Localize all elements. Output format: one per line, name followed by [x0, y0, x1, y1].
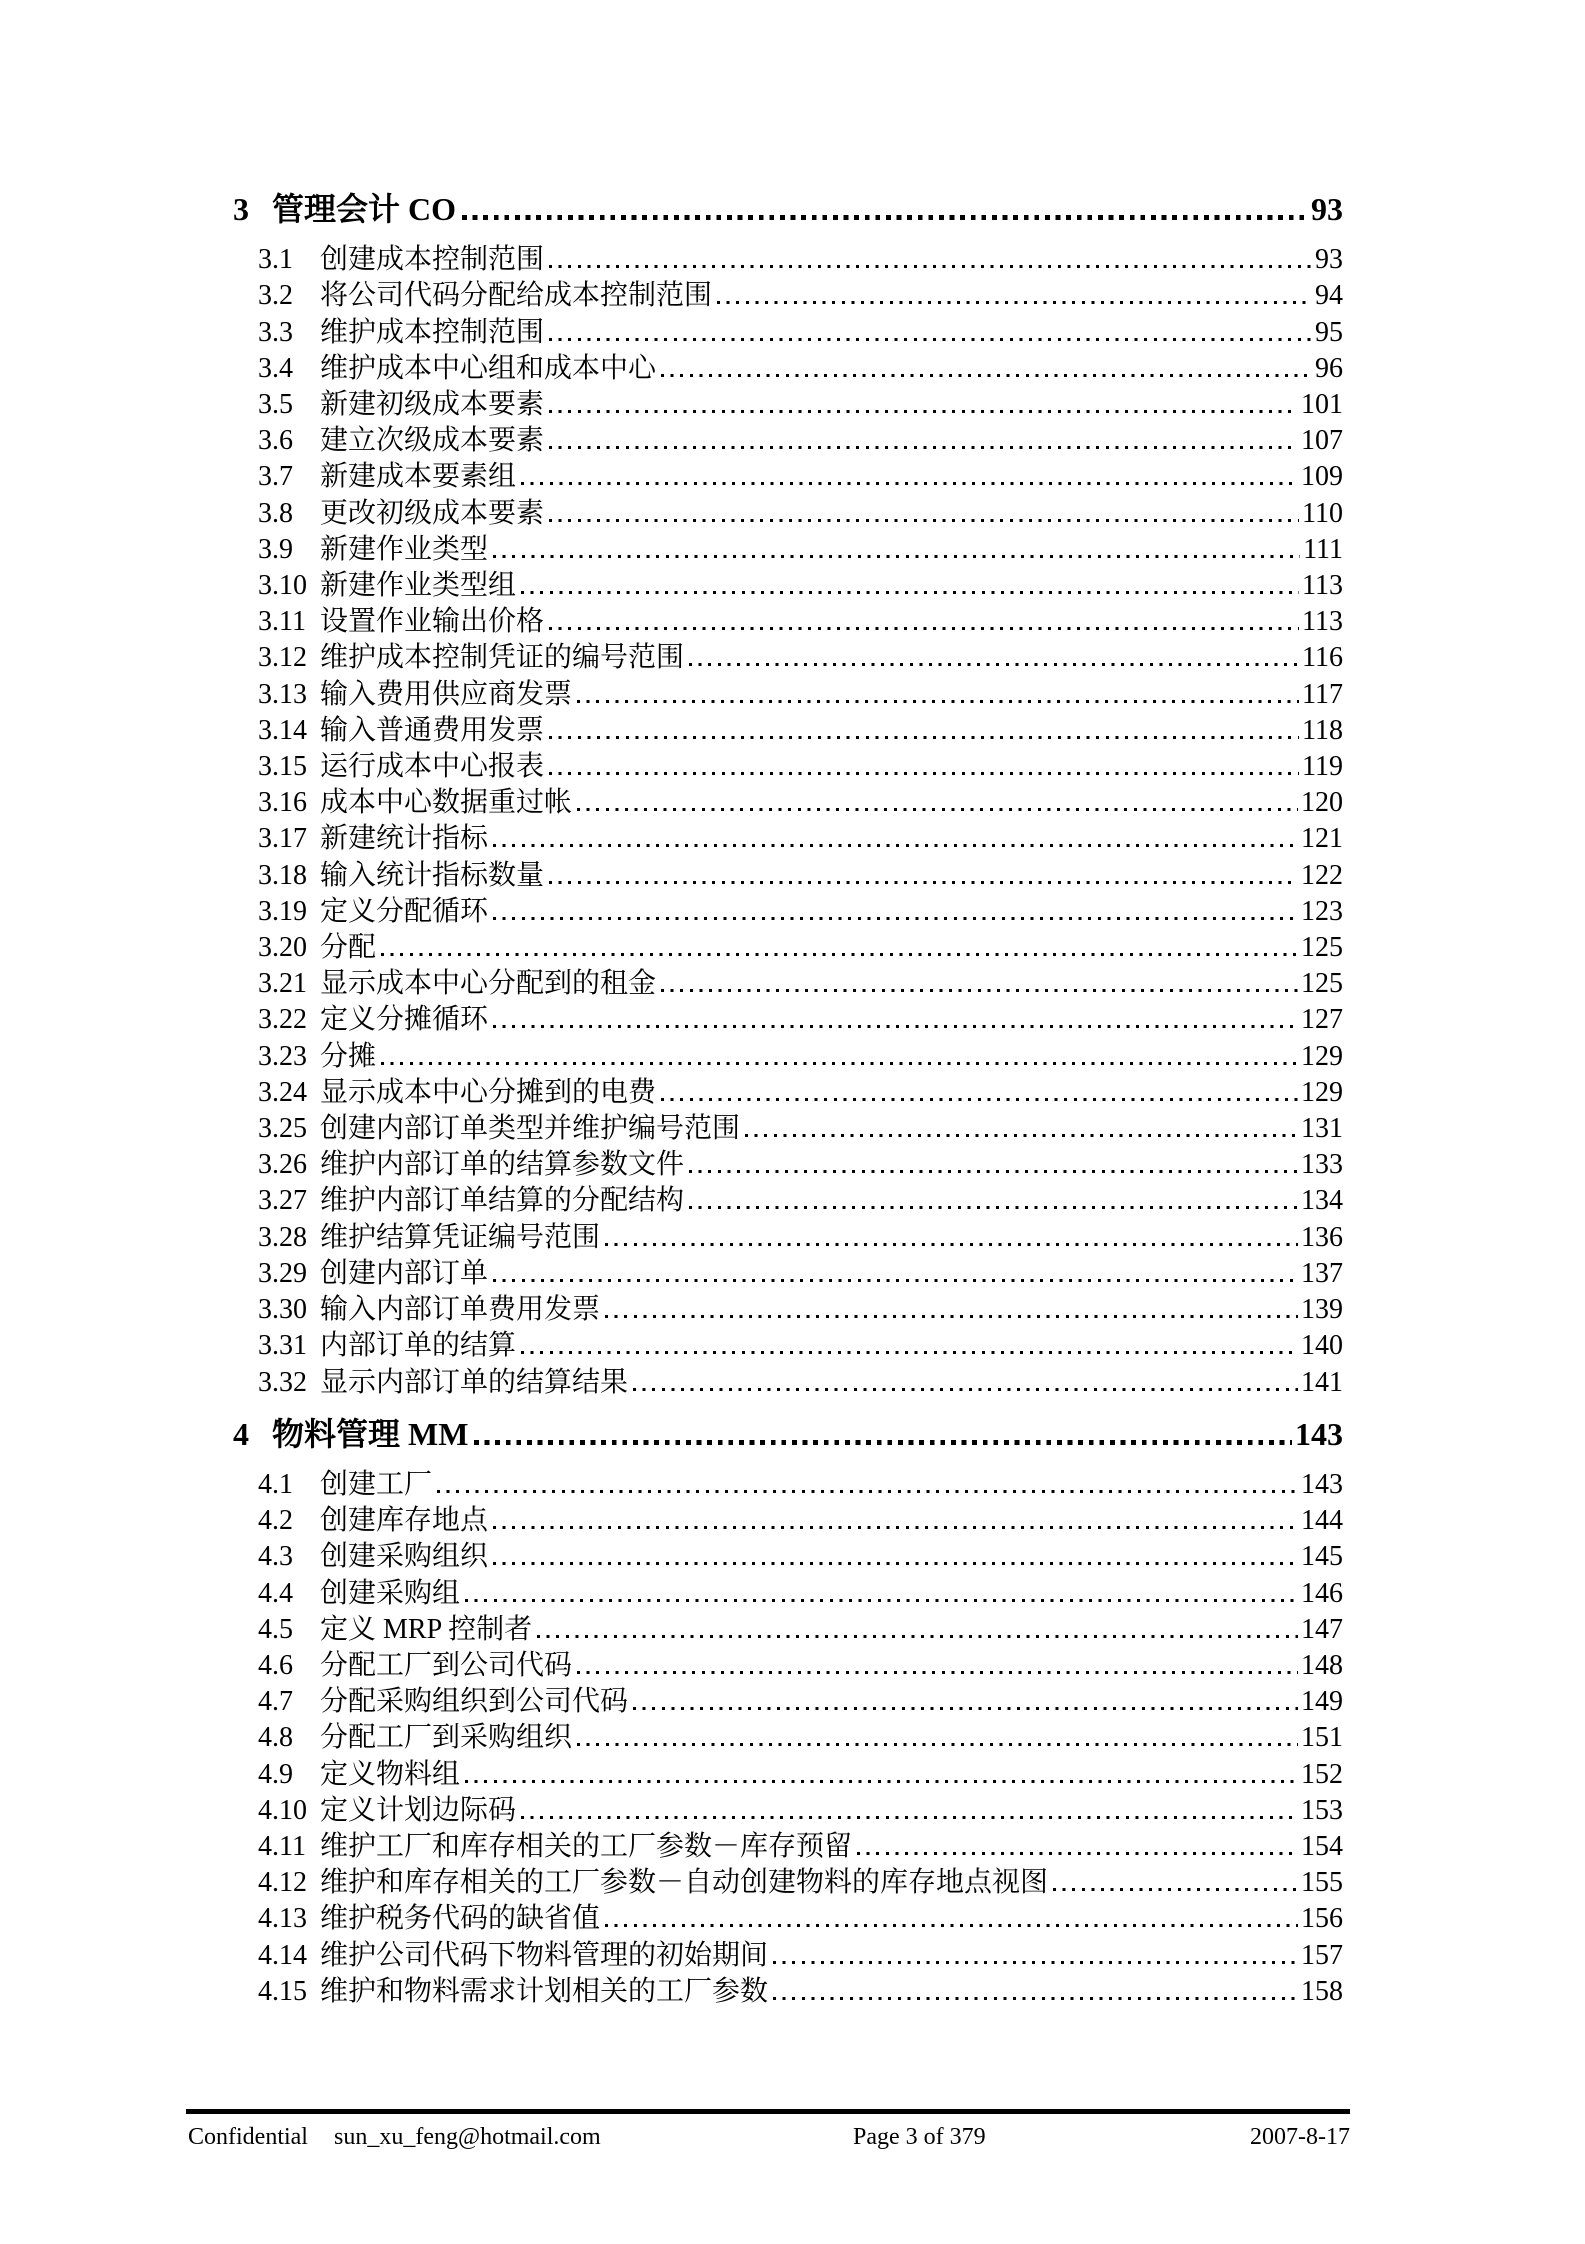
toc-entry-page: 123	[1301, 895, 1343, 927]
toc-entry-number: 3.4	[258, 352, 293, 384]
toc-entry-number: 4.1	[258, 1468, 293, 1500]
toc-entry-page: 141	[1301, 1366, 1343, 1398]
toc-dot-leader	[493, 917, 1298, 920]
toc-entry[interactable]	[233, 1865, 1343, 1901]
toc-entry-number: 3	[233, 191, 249, 227]
toc-entry-page: 107	[1301, 425, 1343, 457]
toc-dot-leader	[605, 1315, 1298, 1318]
toc-dot-leader	[549, 410, 1298, 413]
toc-entry[interactable]	[233, 1328, 1343, 1364]
toc-entry-title: 新建初级成本要素	[320, 389, 545, 421]
toc-entry[interactable]	[233, 1974, 1343, 2010]
toc-dot-leader	[521, 1351, 1298, 1354]
toc-entry-title: 创建采购组	[320, 1577, 461, 1609]
toc-entry-number: 3.21	[258, 968, 307, 1000]
toc-entry-title: 输入普通费用发票	[320, 714, 545, 746]
toc-entry-number: 3.17	[258, 823, 307, 855]
toc-entry-page: 96	[1315, 352, 1343, 384]
toc-entry-number: 3.10	[258, 570, 307, 602]
toc-entry-title: 创建工厂	[320, 1468, 433, 1500]
toc-entry[interactable]	[233, 821, 1343, 857]
toc-entry-number: 3.18	[258, 859, 307, 891]
toc-entry-title: 定义计划边际码	[320, 1794, 517, 1826]
toc-entry-title: 定义分配循环	[320, 895, 489, 927]
toc-entry-title: 创建采购组织	[320, 1541, 489, 1573]
toc-entry[interactable]	[233, 1938, 1343, 1974]
toc-entry-page: 148	[1301, 1649, 1343, 1681]
toc-entry-title: 创建库存地点	[320, 1505, 489, 1537]
toc-entry-number: 3.29	[258, 1257, 307, 1289]
toc-entry-page: 116	[1302, 642, 1343, 674]
toc-dot-leader	[521, 591, 1299, 594]
toc-entry-title: 分配工厂到采购组织	[320, 1722, 573, 1754]
toc-entry-title: 分配采购组织到公司代码	[320, 1686, 629, 1718]
footer-divider	[186, 2109, 1350, 2114]
toc-entry-page: 129	[1301, 1040, 1343, 1072]
toc-dot-leader	[465, 1599, 1298, 1602]
toc-dot-leader	[465, 1780, 1298, 1783]
toc-entry[interactable]	[233, 1111, 1343, 1147]
toc-dot-leader	[462, 215, 1308, 220]
toc-entry[interactable]	[233, 1220, 1343, 1256]
toc-entry-number: 3.30	[258, 1294, 307, 1326]
toc-entry[interactable]	[233, 930, 1343, 966]
toc-dot-leader	[549, 772, 1299, 775]
toc-dot-leader	[381, 953, 1298, 956]
toc-dot-leader	[1053, 1888, 1298, 1891]
toc-entry[interactable]	[233, 1684, 1343, 1720]
toc-entry-number: 4.12	[258, 1867, 307, 1899]
toc-entry[interactable]	[233, 1793, 1343, 1829]
toc-dot-leader	[474, 1440, 1292, 1445]
toc-dot-leader	[717, 301, 1312, 304]
toc-entry[interactable]	[233, 459, 1343, 495]
toc-entry-title: 显示内部订单的结算结果	[320, 1366, 629, 1398]
toc-entry-title: 分摊	[320, 1040, 377, 1072]
toc-entry-page: 93	[1311, 191, 1343, 227]
toc-entry[interactable]	[233, 604, 1343, 640]
toc-entry-page: 122	[1301, 859, 1343, 891]
toc-entry-page: 119	[1302, 751, 1343, 783]
toc-entry-title: 管理会计 CO	[272, 191, 457, 227]
toc-dot-leader	[857, 1852, 1298, 1855]
toc-entry-page: 95	[1315, 316, 1343, 348]
toc-entry-number: 4.10	[258, 1794, 307, 1826]
toc-dot-leader	[689, 1170, 1298, 1173]
toc-entry-number: 3.1	[258, 244, 293, 276]
toc-entry-title: 输入统计指标数量	[320, 859, 545, 891]
toc-entry[interactable]	[233, 1365, 1343, 1401]
toc-entry-number: 4.8	[258, 1722, 293, 1754]
toc-entry-number: 3.6	[258, 425, 293, 457]
toc-entry-page: 136	[1301, 1221, 1343, 1253]
toc-dot-leader	[381, 1062, 1298, 1065]
toc-entry-page: 134	[1301, 1185, 1343, 1217]
toc-entry-title: 内部订单的结算	[320, 1330, 517, 1362]
toc-section-heading[interactable]	[233, 191, 1343, 227]
toc-entry-title: 新建成本要素组	[320, 461, 517, 493]
toc-entry-page: 125	[1301, 968, 1343, 1000]
toc-entry-page: 143	[1301, 1468, 1343, 1500]
toc-dot-leader	[437, 1490, 1298, 1493]
toc-entry-title: 创建内部订单类型并维护编号范围	[320, 1113, 741, 1145]
toc-dot-leader	[549, 736, 1299, 739]
toc-entry-number: 3.23	[258, 1040, 307, 1072]
toc-entry-title: 新建作业类型组	[320, 570, 517, 602]
toc-entry-page: 109	[1301, 461, 1343, 493]
toc-dot-leader	[521, 482, 1298, 485]
toc-entry-page: 146	[1301, 1577, 1343, 1609]
toc-entry-title: 物料管理 MM	[272, 1415, 469, 1452]
toc-entry-page: 145	[1301, 1541, 1343, 1573]
toc-entry-number: 3.31	[258, 1330, 307, 1362]
toc-entry-page: 149	[1301, 1686, 1343, 1718]
toc-dot-leader	[773, 1997, 1298, 2000]
toc-entry-number: 4	[233, 1415, 249, 1452]
toc-dot-leader	[549, 265, 1312, 268]
toc-entry-number: 3.8	[258, 497, 293, 529]
toc-entry[interactable]	[233, 496, 1343, 532]
toc-entry-title: 输入费用供应商发票	[320, 678, 573, 710]
toc-entry-page: 147	[1301, 1613, 1343, 1645]
toc-entry-page: 139	[1301, 1294, 1343, 1326]
footer-date: 2007-8-17	[1250, 2124, 1350, 2150]
toc-dot-leader	[577, 1743, 1298, 1746]
toc-entry-number: 3.5	[258, 389, 293, 421]
toc-entry-number: 4.13	[258, 1903, 307, 1935]
toc-entry-page: 117	[1302, 678, 1343, 710]
toc-entry-number: 4.4	[258, 1577, 293, 1609]
toc-dot-leader	[661, 1098, 1298, 1101]
toc-entry-title: 维护税务代码的缺省值	[320, 1903, 601, 1935]
toc-dot-leader	[549, 446, 1298, 449]
toc-entry[interactable]	[233, 242, 1343, 278]
toc-entry[interactable]	[233, 1901, 1343, 1937]
toc-entry-number: 3.19	[258, 895, 307, 927]
toc-entry-page: 127	[1301, 1004, 1343, 1036]
toc-entry-page: 120	[1301, 787, 1343, 819]
toc-entry[interactable]	[233, 785, 1343, 821]
toc-dot-leader	[549, 881, 1298, 884]
toc-entry-number: 4.7	[258, 1686, 293, 1718]
toc-entry-number: 3.3	[258, 316, 293, 348]
toc-entry-page: 118	[1302, 714, 1343, 746]
toc-dot-leader	[577, 1671, 1298, 1674]
toc-entry-title: 显示成本中心分配到的租金	[320, 968, 657, 1000]
toc-entry-title: 维护工厂和库存相关的工厂参数－库存预留	[320, 1830, 853, 1862]
toc-dot-leader	[577, 808, 1298, 811]
toc-dot-leader	[773, 1961, 1298, 1964]
toc-entry[interactable]	[233, 713, 1343, 749]
toc-entry-number: 3.27	[258, 1185, 307, 1217]
toc-entry-number: 3.25	[258, 1113, 307, 1145]
toc-entry[interactable]	[233, 1576, 1343, 1612]
toc-entry[interactable]	[233, 1757, 1343, 1793]
toc-dot-leader	[633, 1707, 1298, 1710]
toc-entry-number: 3.20	[258, 932, 307, 964]
toc-entry-page: 125	[1301, 932, 1343, 964]
toc-dot-leader	[493, 1526, 1298, 1529]
toc-dot-leader	[549, 338, 1312, 341]
toc-entry-number: 3.16	[258, 787, 307, 819]
toc-entry-title: 输入内部订单费用发票	[320, 1294, 601, 1326]
toc-entry-number: 3.13	[258, 678, 307, 710]
toc-entry[interactable]	[233, 568, 1343, 604]
toc-entry[interactable]	[233, 966, 1343, 1002]
toc-entry-number: 4.6	[258, 1649, 293, 1681]
toc-entry-number: 4.9	[258, 1758, 293, 1790]
toc-entry[interactable]	[233, 351, 1343, 387]
toc-entry[interactable]	[233, 1467, 1343, 1503]
toc-entry[interactable]	[233, 1039, 1343, 1075]
toc-entry-title: 显示成本中心分摊到的电费	[320, 1076, 657, 1108]
toc-entry-number: 4.5	[258, 1613, 293, 1645]
toc-entry-page: 101	[1301, 389, 1343, 421]
toc-entry-page: 110	[1302, 497, 1343, 529]
toc-entry[interactable]	[233, 1539, 1343, 1575]
toc-entry[interactable]	[233, 1829, 1343, 1865]
toc-entry-page: 144	[1301, 1505, 1343, 1537]
toc-entry[interactable]	[233, 640, 1343, 676]
toc-entry-title: 将公司代码分配给成本控制范围	[320, 280, 713, 312]
toc-dot-leader	[605, 1924, 1298, 1927]
toc-entry[interactable]	[233, 387, 1343, 423]
toc-entry-number: 3.15	[258, 751, 307, 783]
toc-entry-title: 新建作业类型	[320, 533, 489, 565]
toc-entry-title: 分配工厂到公司代码	[320, 1649, 573, 1681]
confidential-label: Confidential	[188, 2124, 308, 2150]
toc-entry-title: 维护成本控制凭证的编号范围	[320, 642, 685, 674]
toc-entry-page: 158	[1301, 1975, 1343, 2007]
toc-entry-page: 140	[1301, 1330, 1343, 1362]
toc-entry[interactable]	[233, 1183, 1343, 1219]
toc-dot-leader	[661, 989, 1298, 992]
toc-entry-title: 新建统计指标	[320, 823, 489, 855]
toc-entry[interactable]	[233, 1648, 1343, 1684]
toc-entry-number: 3.28	[258, 1221, 307, 1253]
toc-entry[interactable]	[233, 1002, 1343, 1038]
toc-entry-title: 维护内部订单的结算参数文件	[320, 1149, 685, 1181]
toc-entry-page: 133	[1301, 1149, 1343, 1181]
toc-entry-title: 运行成本中心报表	[320, 751, 545, 783]
toc-dot-leader	[537, 1635, 1298, 1638]
footer-confidential-block	[188, 2121, 601, 2153]
toc-entry-title: 建立次级成本要素	[320, 425, 545, 457]
toc-entry[interactable]	[233, 677, 1343, 713]
toc-entry-number: 3.7	[258, 461, 293, 493]
toc-entry[interactable]	[233, 532, 1343, 568]
toc-entry-title: 维护成本中心组和成本中心	[320, 352, 657, 384]
toc-entry[interactable]	[233, 749, 1343, 785]
table-of-contents	[233, 176, 1343, 2010]
toc-entry-number: 3.22	[258, 1004, 307, 1036]
toc-entry-page: 151	[1301, 1722, 1343, 1754]
toc-entry-number: 3.14	[258, 714, 307, 746]
toc-entry-number: 4.15	[258, 1975, 307, 2007]
toc-entry-page: 111	[1303, 533, 1343, 565]
toc-entry[interactable]	[233, 858, 1343, 894]
toc-entry[interactable]	[233, 894, 1343, 930]
toc-entry-title: 创建成本控制范围	[320, 244, 545, 276]
toc-dot-leader	[493, 1025, 1298, 1028]
toc-entry[interactable]	[233, 278, 1343, 314]
toc-entry-number: 3.32	[258, 1366, 307, 1398]
toc-entry-number: 4.3	[258, 1541, 293, 1573]
toc-entry-page: 157	[1301, 1939, 1343, 1971]
toc-entry-page: 93	[1315, 244, 1343, 276]
toc-entry-title: 设置作业输出价格	[320, 606, 545, 638]
toc-entry-title: 成本中心数据重过帐	[320, 787, 573, 819]
toc-entry-page: 152	[1301, 1758, 1343, 1790]
toc-dot-leader	[577, 700, 1299, 703]
toc-entry-title: 定义 MRP 控制者	[320, 1613, 533, 1645]
toc-entry-title: 维护和物料需求计划相关的工厂参数	[320, 1975, 769, 2007]
toc-entry[interactable]	[233, 1292, 1343, 1328]
toc-entry-title: 更改初级成本要素	[320, 497, 545, 529]
toc-section-heading[interactable]	[233, 1416, 1343, 1452]
toc-entry[interactable]	[233, 315, 1343, 351]
toc-entry-title: 维护结算凭证编号范围	[320, 1221, 601, 1253]
toc-entry-page: 137	[1301, 1257, 1343, 1289]
toc-entry-number: 3.26	[258, 1149, 307, 1181]
toc-entry-page: 153	[1301, 1794, 1343, 1826]
toc-entry[interactable]	[233, 1075, 1343, 1111]
toc-entry-title: 维护公司代码下物料管理的初始期间	[320, 1939, 769, 1971]
toc-entry-page: 94	[1315, 280, 1343, 312]
toc-dot-leader	[689, 663, 1299, 666]
toc-entry-number: 3.11	[258, 606, 306, 638]
toc-entry-page: 121	[1301, 823, 1343, 855]
toc-entry-page: 131	[1301, 1113, 1343, 1145]
toc-dot-leader	[521, 1816, 1298, 1819]
toc-dot-leader	[493, 1279, 1298, 1282]
toc-dot-leader	[745, 1134, 1298, 1137]
toc-entry[interactable]	[233, 423, 1343, 459]
toc-dot-leader	[661, 374, 1312, 377]
toc-dot-leader	[689, 1206, 1298, 1209]
toc-entry-page: 156	[1301, 1903, 1343, 1935]
toc-entry-title: 定义物料组	[320, 1758, 461, 1790]
toc-entry-number: 3.9	[258, 533, 293, 565]
toc-dot-leader	[605, 1243, 1298, 1246]
toc-entry-page: 129	[1301, 1076, 1343, 1108]
toc-dot-leader	[493, 555, 1300, 558]
toc-entry-page: 154	[1301, 1830, 1343, 1862]
toc-entry-number: 3.24	[258, 1076, 307, 1108]
toc-entry-page: 113	[1302, 606, 1343, 638]
toc-entry[interactable]	[233, 1612, 1343, 1648]
footer-page-info: Page 3 of 379	[852, 2124, 986, 2150]
toc-entry[interactable]	[233, 1503, 1343, 1539]
toc-dot-leader	[549, 627, 1299, 630]
toc-entry-title: 定义分摊循环	[320, 1004, 489, 1036]
toc-entry-page: 143	[1295, 1415, 1343, 1452]
toc-entry-title: 分配	[320, 932, 377, 964]
toc-entry[interactable]	[233, 1256, 1343, 1292]
footer-email: sun_xu_feng@hotmail.com	[333, 2124, 601, 2150]
toc-entry-number: 3.12	[258, 642, 307, 674]
toc-entry[interactable]	[233, 1147, 1343, 1183]
toc-entry-page: 113	[1302, 570, 1343, 602]
toc-entry-page: 155	[1301, 1867, 1343, 1899]
toc-dot-leader	[633, 1388, 1298, 1391]
toc-entry-title: 维护成本控制范围	[320, 316, 545, 348]
toc-entry-number: 4.11	[258, 1830, 306, 1862]
toc-entry-number: 4.2	[258, 1505, 293, 1537]
toc-entry-title: 维护和库存相关的工厂参数－自动创建物料的库存地点视图	[320, 1867, 1049, 1899]
toc-entry-number: 3.2	[258, 280, 293, 312]
toc-entry-number: 4.14	[258, 1939, 307, 1971]
toc-dot-leader	[493, 1562, 1298, 1565]
toc-entry-title: 创建内部订单	[320, 1257, 489, 1289]
toc-dot-leader	[493, 844, 1298, 847]
toc-entry-title: 维护内部订单结算的分配结构	[320, 1185, 685, 1217]
toc-entry[interactable]	[233, 1720, 1343, 1756]
toc-dot-leader	[549, 519, 1299, 522]
